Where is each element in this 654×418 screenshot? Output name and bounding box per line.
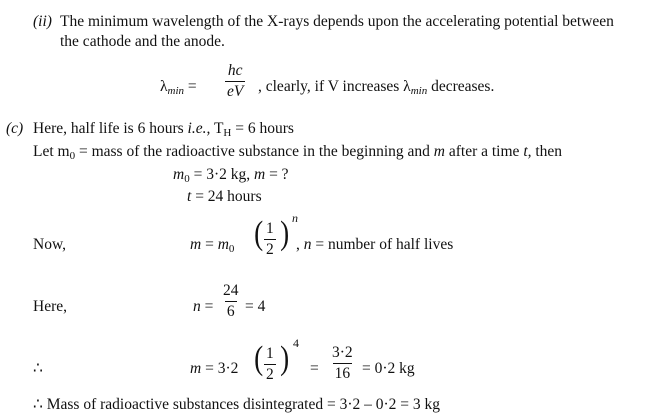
part-ii-line2: the cathode and the anode. <box>60 33 225 50</box>
conclusion-line: ∴ Mass of radioactive substances disintegrated = 3·2 – 0·2 = 3 kg <box>33 396 441 413</box>
mass-fraction: $\frac{3\cdot 2}{16}$ <box>332 344 353 382</box>
right-paren: ) <box>280 215 290 252</box>
left-paren: ( <box>254 215 264 252</box>
equals-sign: = <box>310 360 319 377</box>
n-lhs: n = <box>193 298 214 315</box>
half-life-line: Here, half life is 6 hours i.e., $T_H = 6$ hours <box>33 120 294 139</box>
right-paren-2: ) <box>280 340 290 377</box>
half-fraction: $\frac{1}{2}$ <box>266 220 274 258</box>
part-ii-line1: The minimum wavelength of the X-rays depends upon the accelerating potential between <box>60 13 614 30</box>
half-fraction-2: $\frac{1}{2}$ <box>266 345 274 383</box>
given-mass-line: $m_0 = 3\cdot 2$ kg, m = ? <box>173 166 289 185</box>
decay-law-lhs: $m = m_0$ <box>190 236 235 255</box>
exponent-n: n <box>292 211 298 225</box>
exponent-4: 4 <box>293 336 299 350</box>
lambda-min-remark: , clearly, if V increases $\lambda_{min}$ decreases. <box>258 78 495 97</box>
lambda-min-lhs: $\lambda_{min}$ = <box>160 78 197 97</box>
let-definition-line: Let $m_0$ = mass of the radioactive substance in the beginning and m after a time t, then <box>33 143 563 162</box>
hc-over-ev-fraction: $\frac{hc}{eV}$ <box>227 62 244 100</box>
part-c-marker: (c) <box>6 120 24 137</box>
left-paren-2: ( <box>254 340 264 377</box>
now-label: Now, <box>33 236 67 253</box>
here-label: Here, <box>33 298 67 315</box>
half-lives-definition: , n = number of half lives <box>296 236 454 253</box>
given-time-line: t = 24 hours <box>187 188 262 205</box>
therefore-symbol: ∴ <box>33 360 43 377</box>
mass-result: = 0·2 kg <box>362 360 415 377</box>
n-result: = 4 <box>245 298 266 315</box>
part-ii-marker: (ii) <box>33 13 52 30</box>
mass-lhs: m = 3·2 <box>190 360 239 377</box>
twentyfour-over-six-fraction: $\frac{24}{6}$ <box>223 282 239 320</box>
